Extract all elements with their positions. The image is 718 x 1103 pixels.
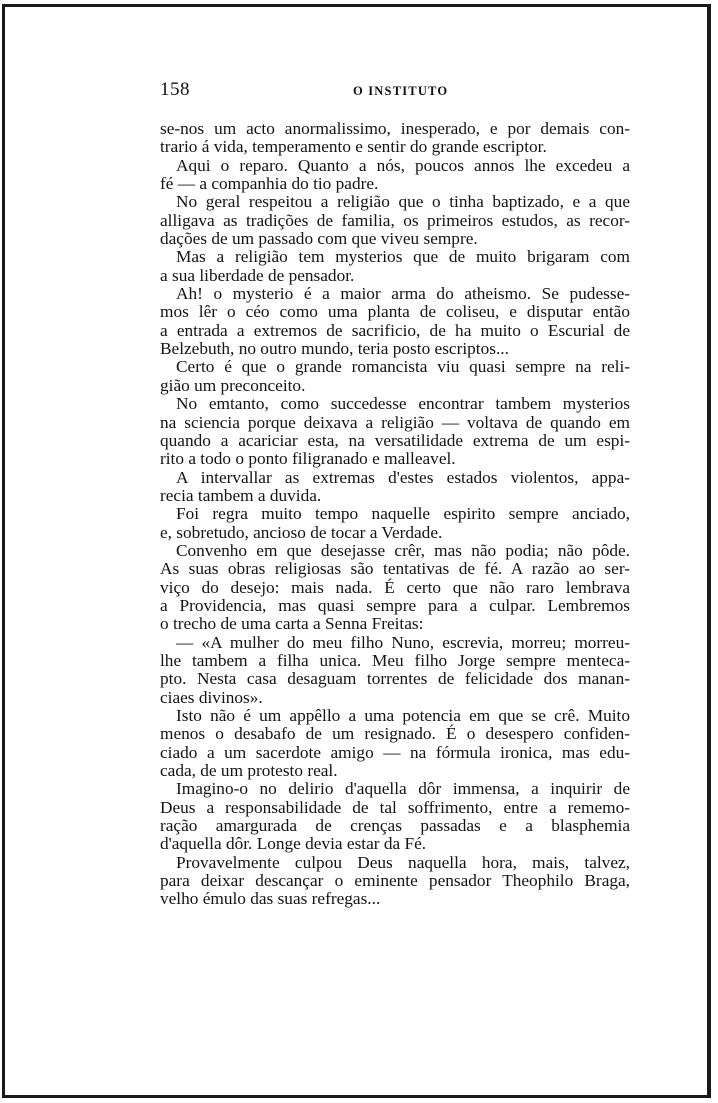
text-line: e, sobretudo, ancioso de tocar a Verdade.: [160, 522, 443, 542]
text-line: Deus a responsabilidade de tal soffrimento, entre a rememo-: [160, 797, 630, 817]
body-text: [160, 120, 630, 909]
page-header: [160, 79, 630, 103]
text-line: a entrada a extremos de sacrificio, de ha muito o Escurial de: [160, 320, 630, 340]
text-line: Certo é que o grande romancista viu quasi sempre na reli-: [176, 357, 630, 377]
text-line: Convenho em que desejasse crêr, mas não podia; não pôde.: [176, 540, 630, 560]
text-line: No geral respeitou a religião que o tinha baptizado, e a que: [176, 192, 630, 212]
text-line: recia tambem a duvida.: [160, 485, 322, 505]
text-line: se-nos um acto anormalissimo, inesperado, e por demais con-: [160, 119, 630, 138]
text-line: na sciencia porque deixava a religião — voltava de quando em: [160, 412, 630, 432]
text-line: trario á vida, temperamento e sentir do grande escriptor.: [160, 137, 547, 157]
text-line: quando a acariciar esta, na versatilidade extrema de um espi-: [160, 430, 630, 450]
text-line: menos o desabafo de um resignado. É o desespero confiden-: [160, 724, 630, 744]
text-line: gião um preconceito.: [160, 375, 306, 395]
text-line: o trecho de uma carta a Senna Freitas:: [160, 614, 424, 634]
text-line: As suas obras religiosas são tentativas de fé. A razão ao ser-: [160, 559, 630, 579]
text-line: Aqui o reparo. Quanto a nós, poucos annos lhe excedeu a: [176, 155, 630, 175]
text-line: lhe tambem a filha unica. Meu filho Jorge sempre menteca-: [160, 650, 630, 670]
text-line: Imagino-o no delirio d'aquella dôr immensa, a inquirir de: [176, 779, 630, 799]
text-line: rito a todo o ponto filigranado e malleavel.: [160, 449, 456, 469]
text-line: ciado a um sacerdote amigo — na fórmula ironica, mas edu-: [160, 742, 630, 762]
page-number: 158: [160, 79, 190, 100]
text-line: Isto não é um appêllo a uma potencia em que se crê. Muito: [176, 706, 630, 725]
text-line: d'aquella dôr. Longe devia estar da Fé.: [160, 834, 427, 854]
text-line: alligava as tradições de familia, os primeiros estudos, as recor-: [160, 210, 630, 230]
text-line: Ah! o mysterio é a maior arma do atheismo. Se pudesse-: [176, 284, 630, 304]
text-line: dações de um passado com que viveu sempre.: [160, 229, 478, 249]
text-line: pto. Nesta casa desaguam torrentes de felicidade dos manan-: [160, 669, 630, 689]
text-line: — «A mulher do meu filho Nuno, escrevia, morreu; morreu-: [176, 632, 630, 652]
text-line: a sua liberdade de pensador.: [160, 265, 355, 285]
text-line: cada, de um protesto real.: [160, 761, 338, 781]
text-line: Mas a religião tem mysterios que de muito brigaram com: [176, 247, 630, 267]
text-line: ração amargurada de crenças passadas e a blasphemia: [160, 816, 630, 836]
text-line: Foi regra muito tempo naquelle espirito sempre anciado,: [176, 504, 630, 524]
text-line: ciaes divinos».: [160, 687, 263, 707]
text-line: A intervallar as extremas d'estes estados violentos, appa-: [176, 467, 630, 487]
text-line: fé — a companhia do tio padre.: [160, 174, 379, 194]
running-title: O INSTITUTO: [353, 84, 449, 98]
text-line: para deixar descançar o eminente pensador Theophilo Braga,: [160, 871, 630, 891]
text-line: a Providencia, mas quasi sempre para a culpar. Lembremos: [160, 595, 630, 615]
text-line: No emtanto, como succedesse encontrar tambem mysterios: [176, 394, 630, 414]
text-line: velho émulo das suas refregas...: [160, 889, 381, 909]
text-line: Belzebuth, no outro mundo, teria posto escriptos...: [160, 339, 509, 359]
text-line: viço do desejo: mais nada. É certo que não raro lembrava: [160, 577, 630, 597]
text-line: mos lêr o céo como uma planta de coliseu, e disputar então: [160, 302, 630, 322]
text-line: Provavelmente culpou Deus naquella hora, mais, talvez,: [176, 852, 630, 872]
